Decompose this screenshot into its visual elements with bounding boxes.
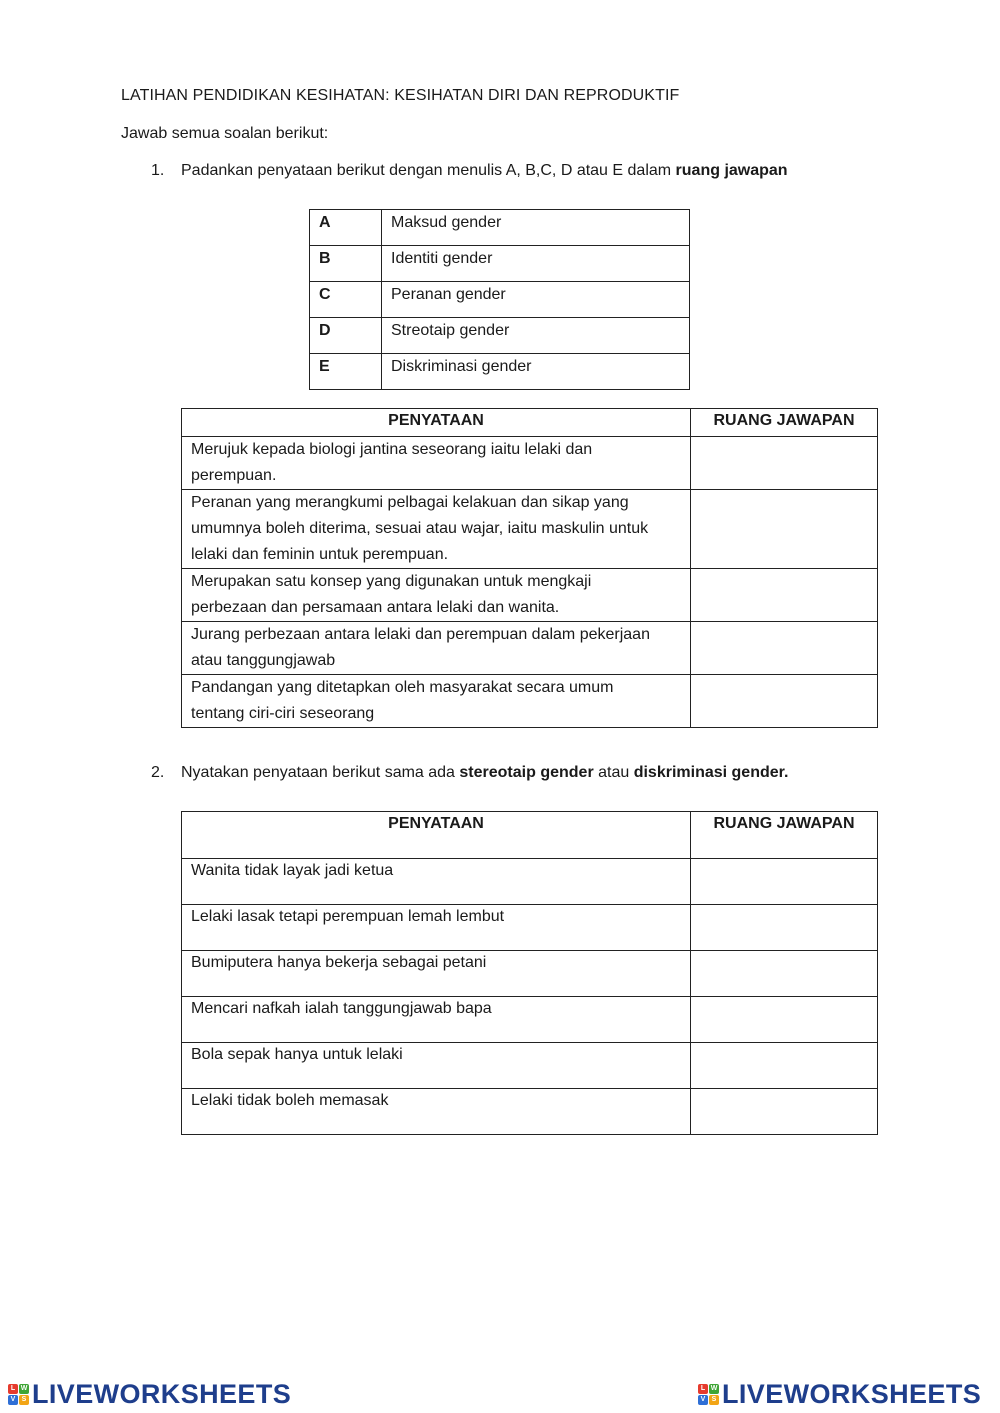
table-row [182, 859, 878, 905]
answer-input-cell[interactable] [691, 675, 878, 728]
statement-line: tentang ciri-ciri seseorang [191, 705, 375, 722]
statement-line: Merupakan satu konsep yang digunakan untuk mengkaji [191, 573, 592, 590]
answer-column-header: RUANG JAWAPAN [691, 409, 878, 437]
logo-block: W [20, 1384, 28, 1392]
statement-cell [182, 490, 691, 569]
logo-block: L [698, 1384, 708, 1394]
answer-input-cell[interactable] [691, 490, 878, 569]
answer-input-cell[interactable] [691, 622, 878, 675]
table-row [182, 951, 878, 997]
matching-table [181, 408, 878, 728]
key-row [310, 246, 690, 282]
question-2-text: Nyatakan penyataan berikut sama ada [181, 764, 460, 781]
statement-cell: Bola sepak hanya untuk lelaki [182, 1043, 691, 1089]
question-2-number: 2. [151, 764, 165, 781]
logo-block: L [8, 1384, 18, 1394]
key-row [310, 318, 690, 354]
statement-line: Merujuk kepada biologi jantina seseorang iaitu lelaki dan [191, 441, 593, 458]
statement-cell [182, 569, 691, 622]
table-row [182, 1043, 878, 1089]
answer-input-cell[interactable] [691, 859, 878, 905]
key-label: Peranan gender [382, 282, 690, 318]
key-letter: A [310, 210, 382, 246]
logo-text: LIVEWORKSHEETS [722, 1378, 982, 1409]
table-row [182, 569, 878, 622]
statement-line: perbezaan dan persamaan antara lelaki dan wanita. [191, 599, 560, 616]
logo-blocks-icon [8, 1384, 29, 1405]
logo-block: W [710, 1384, 718, 1392]
question-1-bold-text: ruang jawapan [675, 162, 788, 179]
statement-line: umumnya boleh diterima, sesuai atau wajar, iaitu maskulin untuk [191, 520, 649, 537]
question-2-bold-text-2: diskriminasi gender. [633, 764, 789, 781]
key-table [309, 209, 690, 390]
statement-cell: Wanita tidak layak jadi ketua [182, 859, 691, 905]
key-letter: C [310, 282, 382, 318]
statement-cell: Lelaki tidak boleh memasak [182, 1089, 691, 1135]
key-label: Maksud gender [382, 210, 690, 246]
logo-blocks-icon [698, 1384, 719, 1405]
logo-block: S [709, 1395, 719, 1405]
statement-line: Jurang perbezaan antara lelaki dan perempuan dalam pekerjaan [191, 626, 650, 643]
table-row [182, 675, 878, 728]
question-2-bold-text-1: stereotaip gender [459, 764, 594, 781]
statement-cell: Lelaki lasak tetapi perempuan lemah lembut [182, 905, 691, 951]
key-row [310, 282, 690, 318]
statement-line: Peranan yang merangkumi pelbagai kelakuan dan sikap yang [191, 494, 629, 511]
key-letter: D [310, 318, 382, 354]
answer-input-cell[interactable] [691, 569, 878, 622]
table-row [182, 490, 878, 569]
key-letter: B [310, 246, 382, 282]
key-letter: E [310, 354, 382, 390]
liveworksheets-logo-left[interactable] [8, 1378, 291, 1410]
statement-column-header: PENYATAAN [182, 409, 691, 437]
answer-column-header: RUANG JAWAPAN [691, 812, 878, 859]
table-header-row [182, 409, 878, 437]
question-2-text-middle: atau [593, 764, 634, 781]
table-row [182, 905, 878, 951]
statement-line: lelaki dan feminin untuk perempuan. [191, 546, 449, 563]
question-2 [151, 764, 788, 782]
key-row [310, 354, 690, 390]
answer-input-cell[interactable] [691, 997, 878, 1043]
answer-input-cell[interactable] [691, 1043, 878, 1089]
statement-cell: Mencari nafkah ialah tanggungjawab bapa [182, 997, 691, 1043]
statement-line: atau tanggungjawab [191, 652, 336, 669]
table-row [182, 997, 878, 1043]
question-1-text: Padankan penyataan berikut dengan menulis A, B,C, D atau E dalam [181, 162, 676, 179]
question-1 [151, 162, 788, 180]
statement-line: perempuan. [191, 467, 277, 484]
table-row [182, 622, 878, 675]
answer-input-cell[interactable] [691, 905, 878, 951]
table-row [182, 437, 878, 490]
statement-line: Pandangan yang ditetapkan oleh masyarakat secara umum [191, 679, 614, 696]
question-1-number: 1. [151, 162, 165, 179]
key-label: Streotaip gender [382, 318, 690, 354]
answer-input-cell[interactable] [691, 1089, 878, 1135]
table-header-row [182, 812, 878, 859]
statement-cell [182, 437, 691, 490]
key-row [310, 210, 690, 246]
liveworksheets-logo-right[interactable] [698, 1378, 981, 1410]
classification-table [181, 811, 878, 1135]
statement-column-header: PENYATAAN [182, 812, 691, 859]
logo-block: V [8, 1395, 18, 1405]
statement-cell [182, 675, 691, 728]
answer-input-cell[interactable] [691, 437, 878, 490]
statement-cell: Bumiputera hanya bekerja sebagai petani [182, 951, 691, 997]
logo-text: LIVEWORKSHEETS [32, 1378, 292, 1409]
statement-cell [182, 622, 691, 675]
logo-block: V [698, 1395, 708, 1405]
key-label: Identiti gender [382, 246, 690, 282]
answer-input-cell[interactable] [691, 951, 878, 997]
logo-block: S [19, 1395, 29, 1405]
instructions-text: Jawab semua soalan berikut: [121, 125, 329, 142]
key-label: Diskriminasi gender [382, 354, 690, 390]
page-title: LATIHAN PENDIDIKAN KESIHATAN: KESIHATAN DIRI DAN REPRODUKTIF [121, 87, 680, 104]
table-row [182, 1089, 878, 1135]
